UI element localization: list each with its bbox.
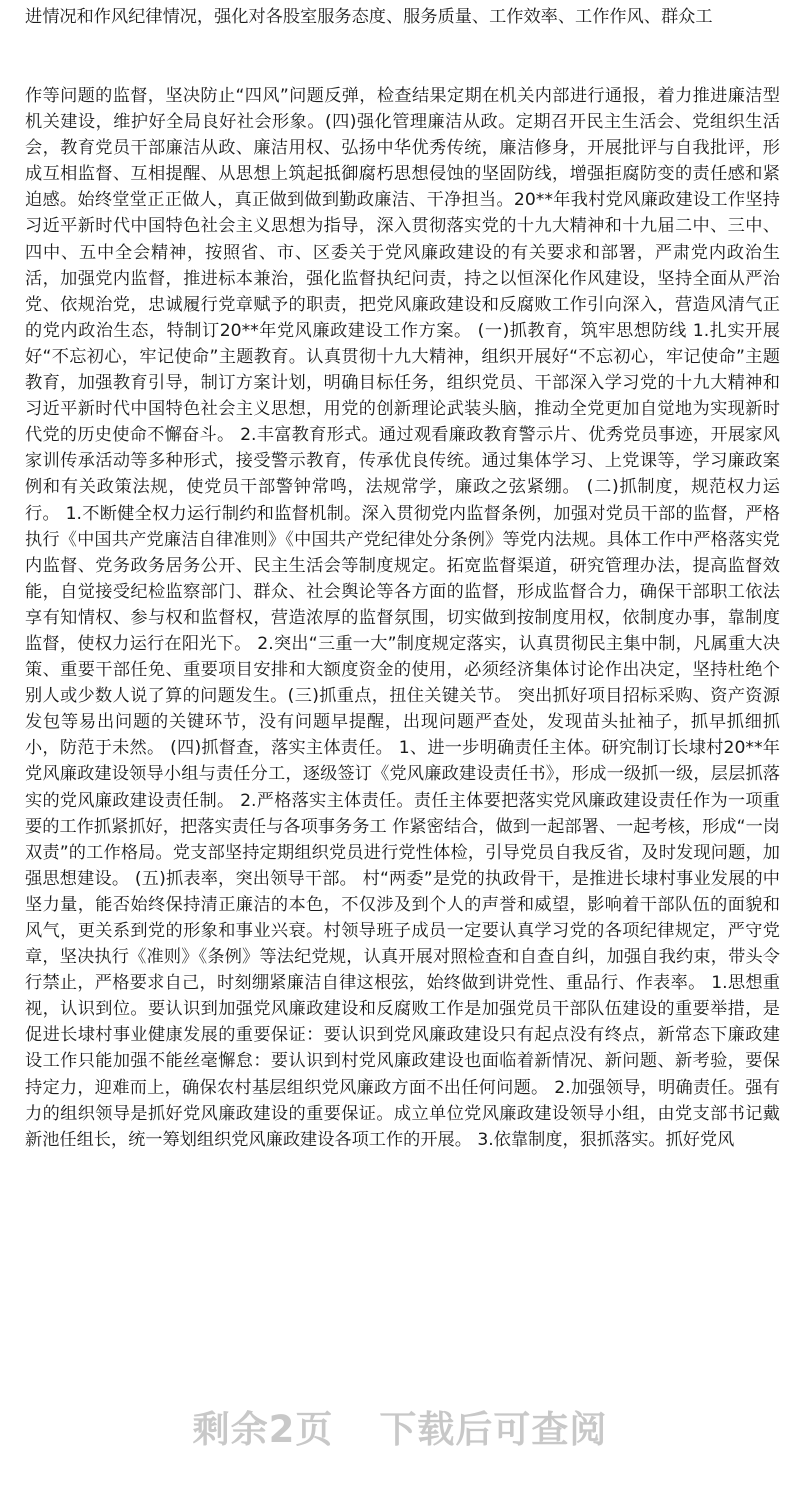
download-banner[interactable] [0,1405,800,1455]
document-body-paragraph: 作等问题的监督，坚决防止“四风”问题反弹，检查结果定期在机关内部进行通报，着力推进廉洁型机关建设，维护好全局良好社会形象。(四)强化管理廉洁从政。定期召开民主生活会、党组织生活会，教育党员干部廉洁从政、廉洁用权、弘扬中华优秀传统，廉洁修身，开展批评与自我批评，形成互相监督、互相提醒、从思想上筑起抵御腐朽思想侵蚀的坚固防线，增强拒腐防变的责任感和紧迫感。始终堂堂正正做人，真正做到做到勤政廉洁、干净担当。20**年我村党风廉政建设工作坚持习近平新时代中国特色社会主义思想为指导，深入贯彻落实党的十九大精神和十九届二中、三中、四中、五中全会精神，按照省、市、区委关于党风廉政建设的有关要求和部署，严肃党内政治生活，加强党内监督，推进标本兼治，强化监督执纪问责，持之以恒深化作风建设，坚持全面从严治党、依规治党，忠诚履行党章赋予的职责，把党风廉政建设和反腐败工作引向深入，营造风清气正的党内政治生态，特制订20**年党风廉政建设工作方案。 (一)抓教育，筑牢思想防线 1.扎实开展好“不忘初心，牢记使命”主题教育。认真贯彻十九大精神，组织开展好“不忘初心，牢记使命”主题教育，加强教育引导，制订方案计划，明确目标任务，组织党员、干部深入学习党的十九大精神和习近平新时代中国特色社会主义思想，用党的创新理论武装头脑，推动全党更加自觉地为实现新时代党的历史使命不懈奋斗。 2.丰富教育形式。通过观看廉政教育警示片、优秀党员事迹，开展家风家训传承活动等多种形式，接受警示教育，传承优良传统。通过集体学习、上党课等，学习廉政案例和有关政策法规，使党员干部警钟常鸣，法规常学，廉政之弦紧绷。 (二)抓制度，规范权力运行。 1.不断健全权力运行制约和监督机制。深入贯彻党内监督条例，加强对党员干部的监督，严格执行《中国共产党廉洁自律准则》《中国共产党纪律处分条例》等党内法规。具体工作中严格落实党内监督、党务政务居务公开、民主生活会等制度规定。拓宽监督渠道，研究管理办法，提高监督效能，自觉接受纪检监察部门、群众、社会舆论等各方面的监督，形成监督合力，确保干部职工依法享有知情权、参与权和监督权，营造浓厚的监督氛围，切实做到按制度用权，依制度办事，靠制度监督，使权力运行在阳光下。 2.突出“三重一大”制度规定落实，认真贯彻民主集中制，凡属重大决策、重要干部任免、重要项目安排和大额度资金的使用，必须经济集体讨论作出决定，坚持杜绝个别人或少数人说了算的问题发生。(三)抓重点，扭住关键关节。 突出抓好项目招标采购、资产资源发包等易出问题的关键环节，没有问题早提醒，出现问题严查处，发现苗头扯袖子，抓早抓细抓小，防范于未然。 (四)抓督查，落实主体责任。 1、进一步明确责任主体。研究制订长埭村20**年党风廉政建设领导小组与责任分工，逐级签订《党风廉政建设责任书》，形成一级抓一级，层层抓落实的党风廉政建设责任制。 2.严格落实主体责任。责任主体要把落实党风廉政建设责任作为一项重要的工作抓紧抓好，把落实责任与各项事务务工 作紧密结合，做到一起部署、一起考核，形成“一岗双责”的工作格局。党支部坚持定期组织党员进行党性体检，引导党员自我反省，及时发现问题，加强思想建设。 (五)抓表率，突出领导干部。 村“两委”是党的执政骨干，是推进长埭村事业发展的中坚力量，能否始终保持清正廉洁的本色，不仅涉及到个人的声誉和威望，影响着干部队伍的面貌和风气，更关系到党的形象和事业兴衰。村领导班子成员一定要认真学习党的各项纪律规定，严守党章，坚决执行《准则》《条例》等法纪党规，认真开展对照检查和自查自纠，加强自我约束，带头令行禁止，严格要求自己，时刻绷紧廉洁自律这根弦，始终做到讲党性、重品行、作表率。 1.思想重视，认识到位。要认识到加强党风廉政建设和反腐败工作是加强党员干部队伍建设的重要举措，是促进长埭村事业健康发展的重要保证：要认识到党风廉政建设只有起点没有终点，新常态下廉政建设工作只能加强不能丝毫懈怠：要认识到村党风廉政建设也面临着新情况、新问题、新考验，要保持定力，迎难而上，确保农村基层组织党风廉政方面不出任何问题。 2.加强领导，明确责任。强有力的组织领导是抓好党风廉政建设的重要保证。成立单位党风廉政建设领导小组，由党支部书记戴新池任组长，统一筹划组织党风廉政建设各项工作的开展。 3.依靠制度，狠抓落实。抓好党风 [25,86,780,1150]
remaining-pages-label: 剩余2页 [192,1408,334,1451]
download-prompt-label: 下载后可查阅 [379,1408,608,1451]
document-first-line: 进情况和作风纪律情况，强化对各股室服务态度、服务质量、工作效率、工作作风、群众工 [25,7,713,27]
